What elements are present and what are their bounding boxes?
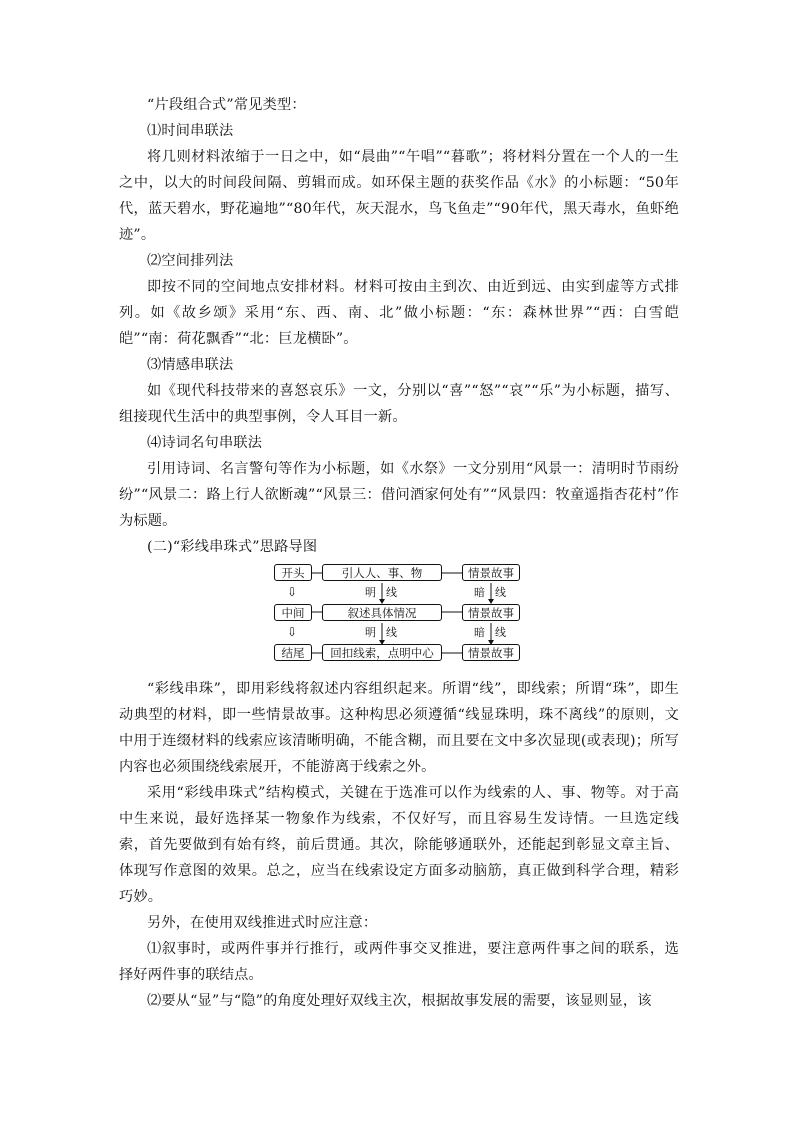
paragraph-structure: 采用“彩线串珠式”结构模式，关键在于选准可以作为线索的人、事、物等。对于高中生来说，最好选择某一物象作为线索，不仅好写，而且容易生发诗情。一旦选定线索，首先要做到有始有终，前后贯通。其次，除能够通联外，还能起到彰显文章主旨、体现写作意图的效果。总之，应当在线索设定方面多动脑筋，真正做到科学合理，精彩巧妙。 xyxy=(119,785,679,905)
box-story-2: 情景故事 xyxy=(462,604,520,621)
label-xian: 线 xyxy=(495,586,506,599)
section-heading: “片段组合式”常见类型： xyxy=(147,97,306,113)
paragraph-note-2: ⑵要从“显”与“隐”的角度处理好双线主次，根据故事发展的需要，该显则显，该 xyxy=(147,993,652,1009)
label-xian: 线 xyxy=(386,586,397,599)
label-an: 暗 xyxy=(474,586,485,599)
subheading-space: ⑵空间排列法 xyxy=(147,253,234,269)
box-conclude: 回扣线索，点明中心 xyxy=(322,644,442,661)
paragraph-emotion: 如《现代科技带来的喜怒哀乐》一文，分别以“喜”“怒”“哀”“乐”为小标题，描写、组接现代生活中的典型事例，令人耳目一新。 xyxy=(119,383,679,425)
paragraph-pearl-thread: “彩线串珠”，即用彩线将叙述内容组织起来。所谓“线”，即线索；所谓“珠”，即生动典型的材料，即一些情景故事。这种构思必须遵循“线显珠明，珠不离线”的原则，文中用于连缀材料的线索应该清晰明确，不能含糊，而且要在文中多次显现(或表现)；所写内容也必须围绕线索展开，不能游离于线索之外。 xyxy=(119,681,679,775)
down-arrow-icon: ⇩ xyxy=(287,625,298,639)
diagram-heading: (二)“彩线串珠式”思路导图 xyxy=(147,539,318,555)
box-story-1: 情景故事 xyxy=(462,564,520,581)
subheading-emotion: ⑶情感串联法 xyxy=(147,357,234,373)
paragraph-space: 即按不同的空间地点安排材料。材料可按由主到次、由近到远、由实到虚等方式排列。如《故乡颂》采用“东、西、南、北”做小标题：“东：森林世界”“西：白雪皑皑”“南：荷花飘香”“北：巨龙横卧”。 xyxy=(119,279,679,347)
subheading-time: ⑴时间串联法 xyxy=(147,123,234,139)
box-narrate: 叙述具体情况 xyxy=(322,604,442,621)
box-story-3: 情景故事 xyxy=(462,644,520,661)
label-ming: 明 xyxy=(365,626,376,639)
box-start: 开头 xyxy=(274,564,312,581)
label-an: 暗 xyxy=(474,626,485,639)
paragraph-poetry: 引用诗词、名言警句等作为小标题，如《水祭》一文分别用“风景一：清明时节雨纷纷”“风景二：路上行人欲断魂”“风景三：借问酒家何处有”“风景四：牧童遥指杏花村”作为标题。 xyxy=(119,461,679,529)
down-arrow-icon: ⇩ xyxy=(287,585,298,599)
label-ming: 明 xyxy=(365,586,376,599)
document-body xyxy=(119,92,679,1014)
paragraph-time: 将几则材料浓缩于一日之中，如“晨曲”“午唱”“暮歌”；将材料分置在一个人的一生之中，以大的时间段间隔、剪辑而成。如环保主题的获奖作品《水》的小标题：“50年代，蓝天碧水，野花遍地”“80年代，灰天混水，鸟飞鱼走”“90年代，黑天毒水，鱼虾绝迹”。 xyxy=(119,149,679,243)
label-xian: 线 xyxy=(495,626,506,639)
box-end: 结尾 xyxy=(274,644,312,661)
box-introduce: 引人人、事、物 xyxy=(322,564,442,581)
subheading-poetry: ⑷诗词名句串联法 xyxy=(147,435,263,451)
paragraph-note-1: ⑴叙事时，或两件事并行推行，或两件事交叉推进，要注意两件事之间的联系，选择好两件事的联结点。 xyxy=(119,941,679,983)
box-middle: 中间 xyxy=(274,604,312,621)
paragraph-note: 另外，在使用双线推进式时应注意： xyxy=(147,915,378,931)
mind-map-diagram xyxy=(119,564,679,672)
label-xian: 线 xyxy=(386,626,397,639)
